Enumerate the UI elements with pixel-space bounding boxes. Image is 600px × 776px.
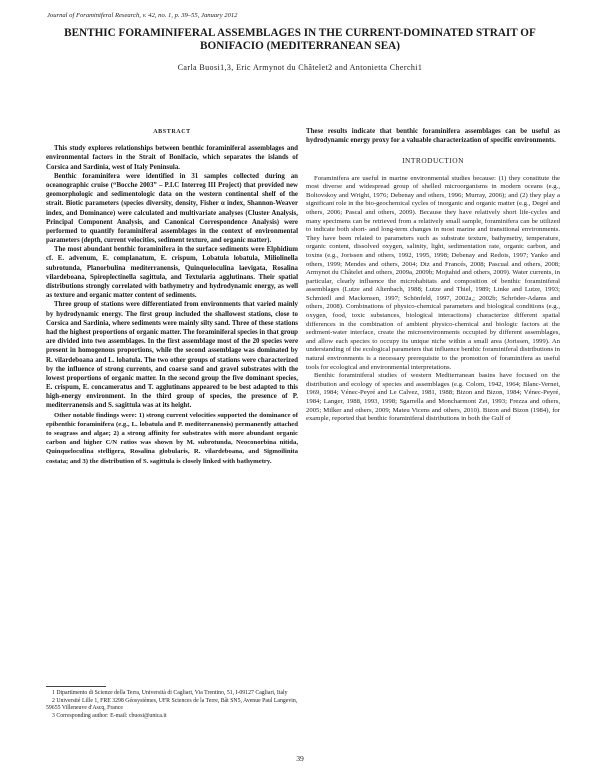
left-column <box>46 128 298 466</box>
footnote-divider <box>46 686 106 687</box>
right-column <box>306 127 560 424</box>
article-authors: Carla Buosi1,3, Eric Armynot du Châtelet2 and Antonietta Cherchi1 <box>177 63 423 72</box>
abstract-paragraph: This study explores relationships between benthic foraminiferal assemblages and environmental factors in the Strait of Bonifacio, which separates the islands of Corsica and Sardinia, west of Italy Peninsula. <box>46 145 298 171</box>
abstract-body <box>46 144 298 466</box>
footnote: 1 Dipartimento di Scienze della Terra, Università di Cagliari, Via Trentino, 51, I-09127 Cagliari, Italy <box>52 690 288 696</box>
abstract-body-continued <box>306 127 560 145</box>
abstract-heading: ABSTRACT <box>153 129 191 135</box>
abstract-paragraph: The most abundant benthic foraminifera in the surface sediments were Elphidium cf. E. advenum, E. complanatum, E. crispum, Lobatula lobatula, Miliolinella subrotunda, Planorbulina mediterranensis, Quinqueloculina laevigata, Rosalina vilardeboana, Spiroplectinella sagittula, and Textularia agglutinans. Their spatial distributions strongly correlated with bathymetry and hydrodynamic energy, as well as texture and organic matter content of sediments. <box>46 246 298 300</box>
page-number: 39 <box>296 754 304 763</box>
abstract-paragraph: Other notable findings were: 1) strong current velocities supported the dominance of epibenthic foraminifera (e.g., L. lobatula and P. mediterranensis) permanently attached to seagrass and algae; 2) a strong affinity for substrates with more abundant organic carbon and higher C/N ratios was shown by M. subrotunda, Neoconorbina nitida, Quinqueloculina stelligera, Rosalina globularis, R. vilardeboana, and Sigmoilinita costata; and 3) the distribution of S. sagittula is closely linked with bathymetry. <box>46 411 298 465</box>
footnote: 2 Université Lille 1, FRE 3298 Géosystèmes, UFR Sciences de la Terre, Bât SN5, Avenue Paul Langevin, 59655 Villeneuve d'Ascq, France <box>46 697 298 712</box>
article-title: BENTHIC FORAMINIFERAL ASSEMBLAGES IN THE CURRENT-DOMINATED STRAIT OF BONIFACIO (MEDITERRANEAN SEA) <box>64 27 536 52</box>
abstract-paragraph: Three group of stations were differentiated from environments that varied mainly by hydrodynamic energy. The first group included the shallowest stations, close to Corsica and Sardinia, where sediments were mainly silty sand. Three of these stations had the highest proportions of organic matter. The foraminiferal species in that group are divided into two assemblages. In the first assemblage most of the 20 species were present in homogenous proportions, while the second assemblage was dominated by R. vilardeboana and L. lobatula. The two other groups of stations were characterized by the influence of strong currents, and coarse sand and gravel substrates with the lowest proportions of organic matter. In the second group the five dominant species, E. crispum, E. concameratus and T. agglutinans appeared to be best adapted to this high-energy environment. In the third group of species, the presence of P. mediterranensis and S. sagittula was at its height. <box>46 301 298 410</box>
introduction-paragraph: Benthic foraminiferal studies of western Mediterranean basins have focused on the distribution and ecology of species and assemblages (e.g. Colom, 1942, 1964; Blanc-Vernet, 1969, 1984; Vénec-Peyré and Le Calvez, 1981, 1988; Bizon and Bizon, 1984; Vénec-Peyré, 1984; Langer, 1988, 1993, 1998; Sgarrella and Moncharmont Zei, 1993; Frezza and others, 2005; Milker and others, 2009; Mateu Vicens and others, 2010). Bizon and Bizon (1984), for example, reported that benthic foraminiferal distributions in both the Gulf of <box>306 372 560 423</box>
footnotes <box>46 686 298 720</box>
introduction-body <box>306 175 560 424</box>
footnote: 3 Corresponding author: E-mail: cbuosi@unica.it <box>52 712 167 719</box>
abstract-paragraph: These results indicate that benthic foraminifera assemblages can be useful as hydrodynamic energy proxy for a valuable characterization of specific environments. <box>306 128 560 145</box>
introduction-paragraph: Foraminifera are useful in marine environmental studies because: (1) they constitute the most diverse and widespread group of shelled microorganisms in modern oceans (e.g., Boltovskoy and Wright, 1976; Debenay and others, 1996; Murray, 2006); and (2) they play a significant role in the bio-geochemical cycles of inorganic and organic matter (e.g., Degré and others, 2006; Pascal and others, 2009). Because they have relatively short life-cycles and many specimens can be retrieved from a relatively small sample, foraminifera can be utilized to indicate both short- and long-term changes in most marine and transitional environments. They have been related to parameters such as substrate texture, bathymetry, temperature, organic content, dissolved oxygen, salinity, light, sedimentation rate, organic carbon, and toxins (e.g., Jorissen and others, 1992, 1995, 1998; Debenay and Redois, 1997; Yanko and others, 1999; Mendes and others, 2004; Diz and Francés, 2008; Pascual and others, 2008; Armynot du Châtelet and others, 2009a, 2009b; Mojtahid and others, 2009). Water currents, in particular, clearly influence the microhabitats and composition of benthic foraminiferal assemblages (Lutze and Altenbach, 1988; Lutze and Thiel, 1989; Linke and Lutze, 1993; Schmiedl and Mackensen, 1997; Schönfeld, 1997, 2002a,; 2002b; Schröder-Adams and others, 2008). Combinations of physico-chemical parameters and biological conditions (e.g., oxygen, food, toxic substances, biological interactions) characterize different spatial differences in the combination of ambient physico-chemical and biologic factors at the sediment-water interface, create the microenvironments occupied by different assemblages, and allow each species to occupy its unique niche within a small area (Jorissen, 1999). An understanding of the ecological parameters that influence benthic foraminiferal distributions in natural environments is a necessary prerequisite to the promotion of foraminifera as useful tools for ecological and environmental interpretations. <box>306 174 560 371</box>
journal-citation: Journal of Foraminiferal Research, v. 42, no. 1, p. 39–55, January 2012 <box>47 12 238 19</box>
introduction-heading: INTRODUCTION <box>402 156 464 166</box>
abstract-paragraph: Benthic foraminifera were identified in 31 samples collected during an oceanographic cruise (“Bocche 2003” – P.I.C Interreg III Project) that provided new geomorphologic and sedimentologic data on the western continental shelf of the strait. Biotic parameters (species diversity, density, Fisher α index, Shannon-Weaver index, and Dominance) were calculated and multivariate analyses (Cluster Analysis, Principal Component Analysis, and Canonical Correspondence Analysis) were performed to quantify foraminiferal assemblages in the context of environmental parameters (depth, current velocities, sediment texture, and organic matter). <box>46 172 298 245</box>
